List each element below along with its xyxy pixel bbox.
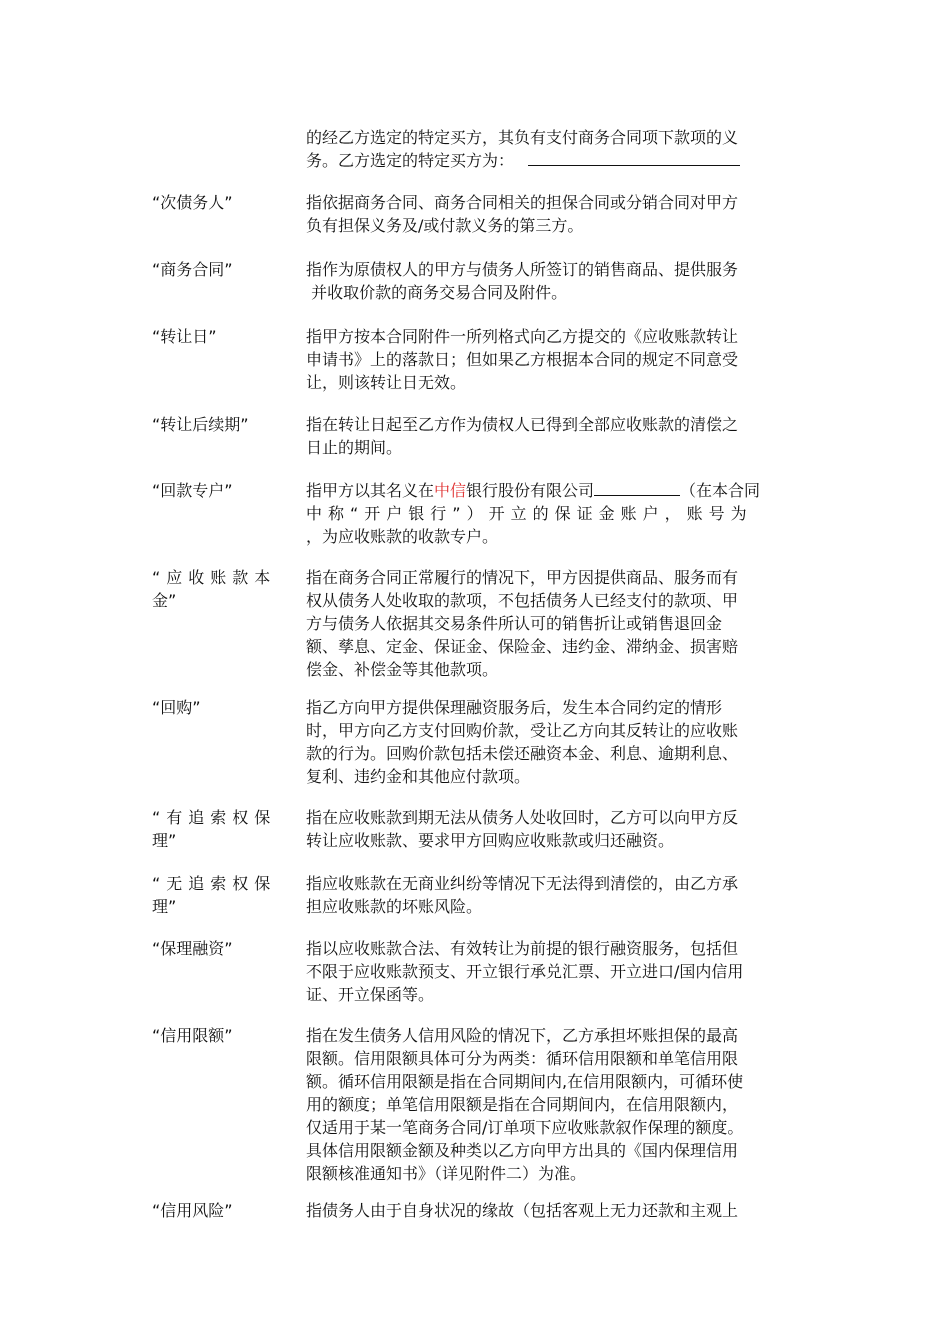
term-credit-risk: “信用风险” — [152, 1201, 233, 1220]
term-repurchase: “回购” — [152, 698, 201, 717]
term-factoring-financing: “保理融资” — [152, 939, 233, 958]
def-receivable-principal: 指在商务合同正常履行的情况下，甲方因提供商品、服务而有 权从债务人处收取的款项，不包括债务人已经支付的款项、甲 方与债务人依据其交易条件所认可的销售折让或销售退回金 额、孳息、定金、保证金、保险金、违约金、滞纳金、损害赔 偿金、补偿金等其他款项。 — [306, 568, 739, 679]
term-sub-debtor: “次债务人” — [152, 193, 233, 212]
def-factoring-financing: 指以应收账款合法、有效转让为前提的银行融资服务，包括但 不限于应收账款预支、开立银行承兑汇票、开立进口/国内信用 证、开立保函等。 — [306, 939, 744, 1004]
term-recourse-factoring: “有追索权保 理” — [152, 808, 277, 850]
term-transfer-date: “转让日” — [152, 327, 217, 346]
term-receivable-principal: “应收账款本 金” — [152, 568, 277, 610]
intro-paragraph — [306, 126, 834, 172]
def-sub-debtor: 指依据商务合同、商务合同相关的担保合同或分销合同对甲方 负有担保义务及/或付款义务的第三方。 — [306, 193, 739, 235]
term-post-transfer-period: “转让后续期” — [152, 415, 249, 434]
def-transfer-date: 指甲方按本合同附件一所列格式向乙方提交的《应收账款转让 申请书》上的落款日；但如果乙方根据本合同的规定不同意受 让，则该转让日无效。 — [306, 327, 739, 392]
def-non-recourse-factoring: 指应收账款在无商业纠纷等情况下无法得到清偿的，由乙方承 担应收账款的坏账风险。 — [306, 874, 739, 916]
intro-line-2: 务。乙方选定的特定买方为： — [306, 151, 515, 170]
term-non-recourse-factoring: “无追索权保 理” — [152, 874, 277, 916]
intro-line-1: 的经乙方选定的特定买方，其负有支付商务合同项下款项的义 — [306, 128, 739, 147]
bank-branch-blank — [594, 481, 680, 496]
def-commercial-contract: 指作为原债权人的甲方与债务人所签订的销售商品、提供服务 并收取价款的商务交易合同及附件。 — [306, 260, 739, 302]
def-repurchase: 指乙方向甲方提供保理融资服务后，发生本合同约定的情形 时，甲方向乙方支付回购价款，受让乙方向其反转让的应收账 款的行为。回购价款包括未偿还融资本金、利息、逾期利息、 复利、违约金和其他应付款项。 — [306, 698, 739, 786]
def-recourse-factoring: 指在应收账款到期无法从债务人处收回时，乙方可以向甲方反 转让应收账款、要求甲方回购应收账款或归还融资。 — [306, 808, 739, 850]
term-credit-limit: “信用限额” — [152, 1026, 233, 1045]
specified-buyer-blank — [528, 151, 740, 166]
term-commercial-contract: “商务合同” — [152, 260, 233, 279]
def-credit-risk: 指债务人由于自身状况的缘故（包括客观上无力还款和主观上 — [306, 1201, 739, 1220]
def-collection-account: 指甲方以其名义在中信银行股份有限公司 （在本合同 中称“开户银行”）开立的保证金账户，账号为 ，为应收账款的收款专户。 — [306, 481, 761, 546]
def-post-transfer-period: 指在转让日起至乙方作为债权人已得到全部应收账款的清偿之 日止的期间。 — [306, 415, 739, 457]
bank-name-highlight: 中信 — [434, 481, 467, 500]
def-credit-limit: 指在发生债务人信用风险的情况下，乙方承担坏账担保的最高 限额。信用限额具体可分为两类：循环信用限额和单笔信用限 额。循环信用限额是指在合同期间内,在信用限额内，可循环使 用的额度；单笔信用限额是指在合同期间内，在信用限额内， 仅适用于某一笔商务合同/订单项下应收账款叙作保理的额度。 具体信用限额金额及种类以乙方向甲方出具的《国内保理信用 限额核准通知书》（详见附件二）为准。 — [306, 1026, 744, 1183]
term-collection-account: “回款专户” — [152, 481, 233, 500]
